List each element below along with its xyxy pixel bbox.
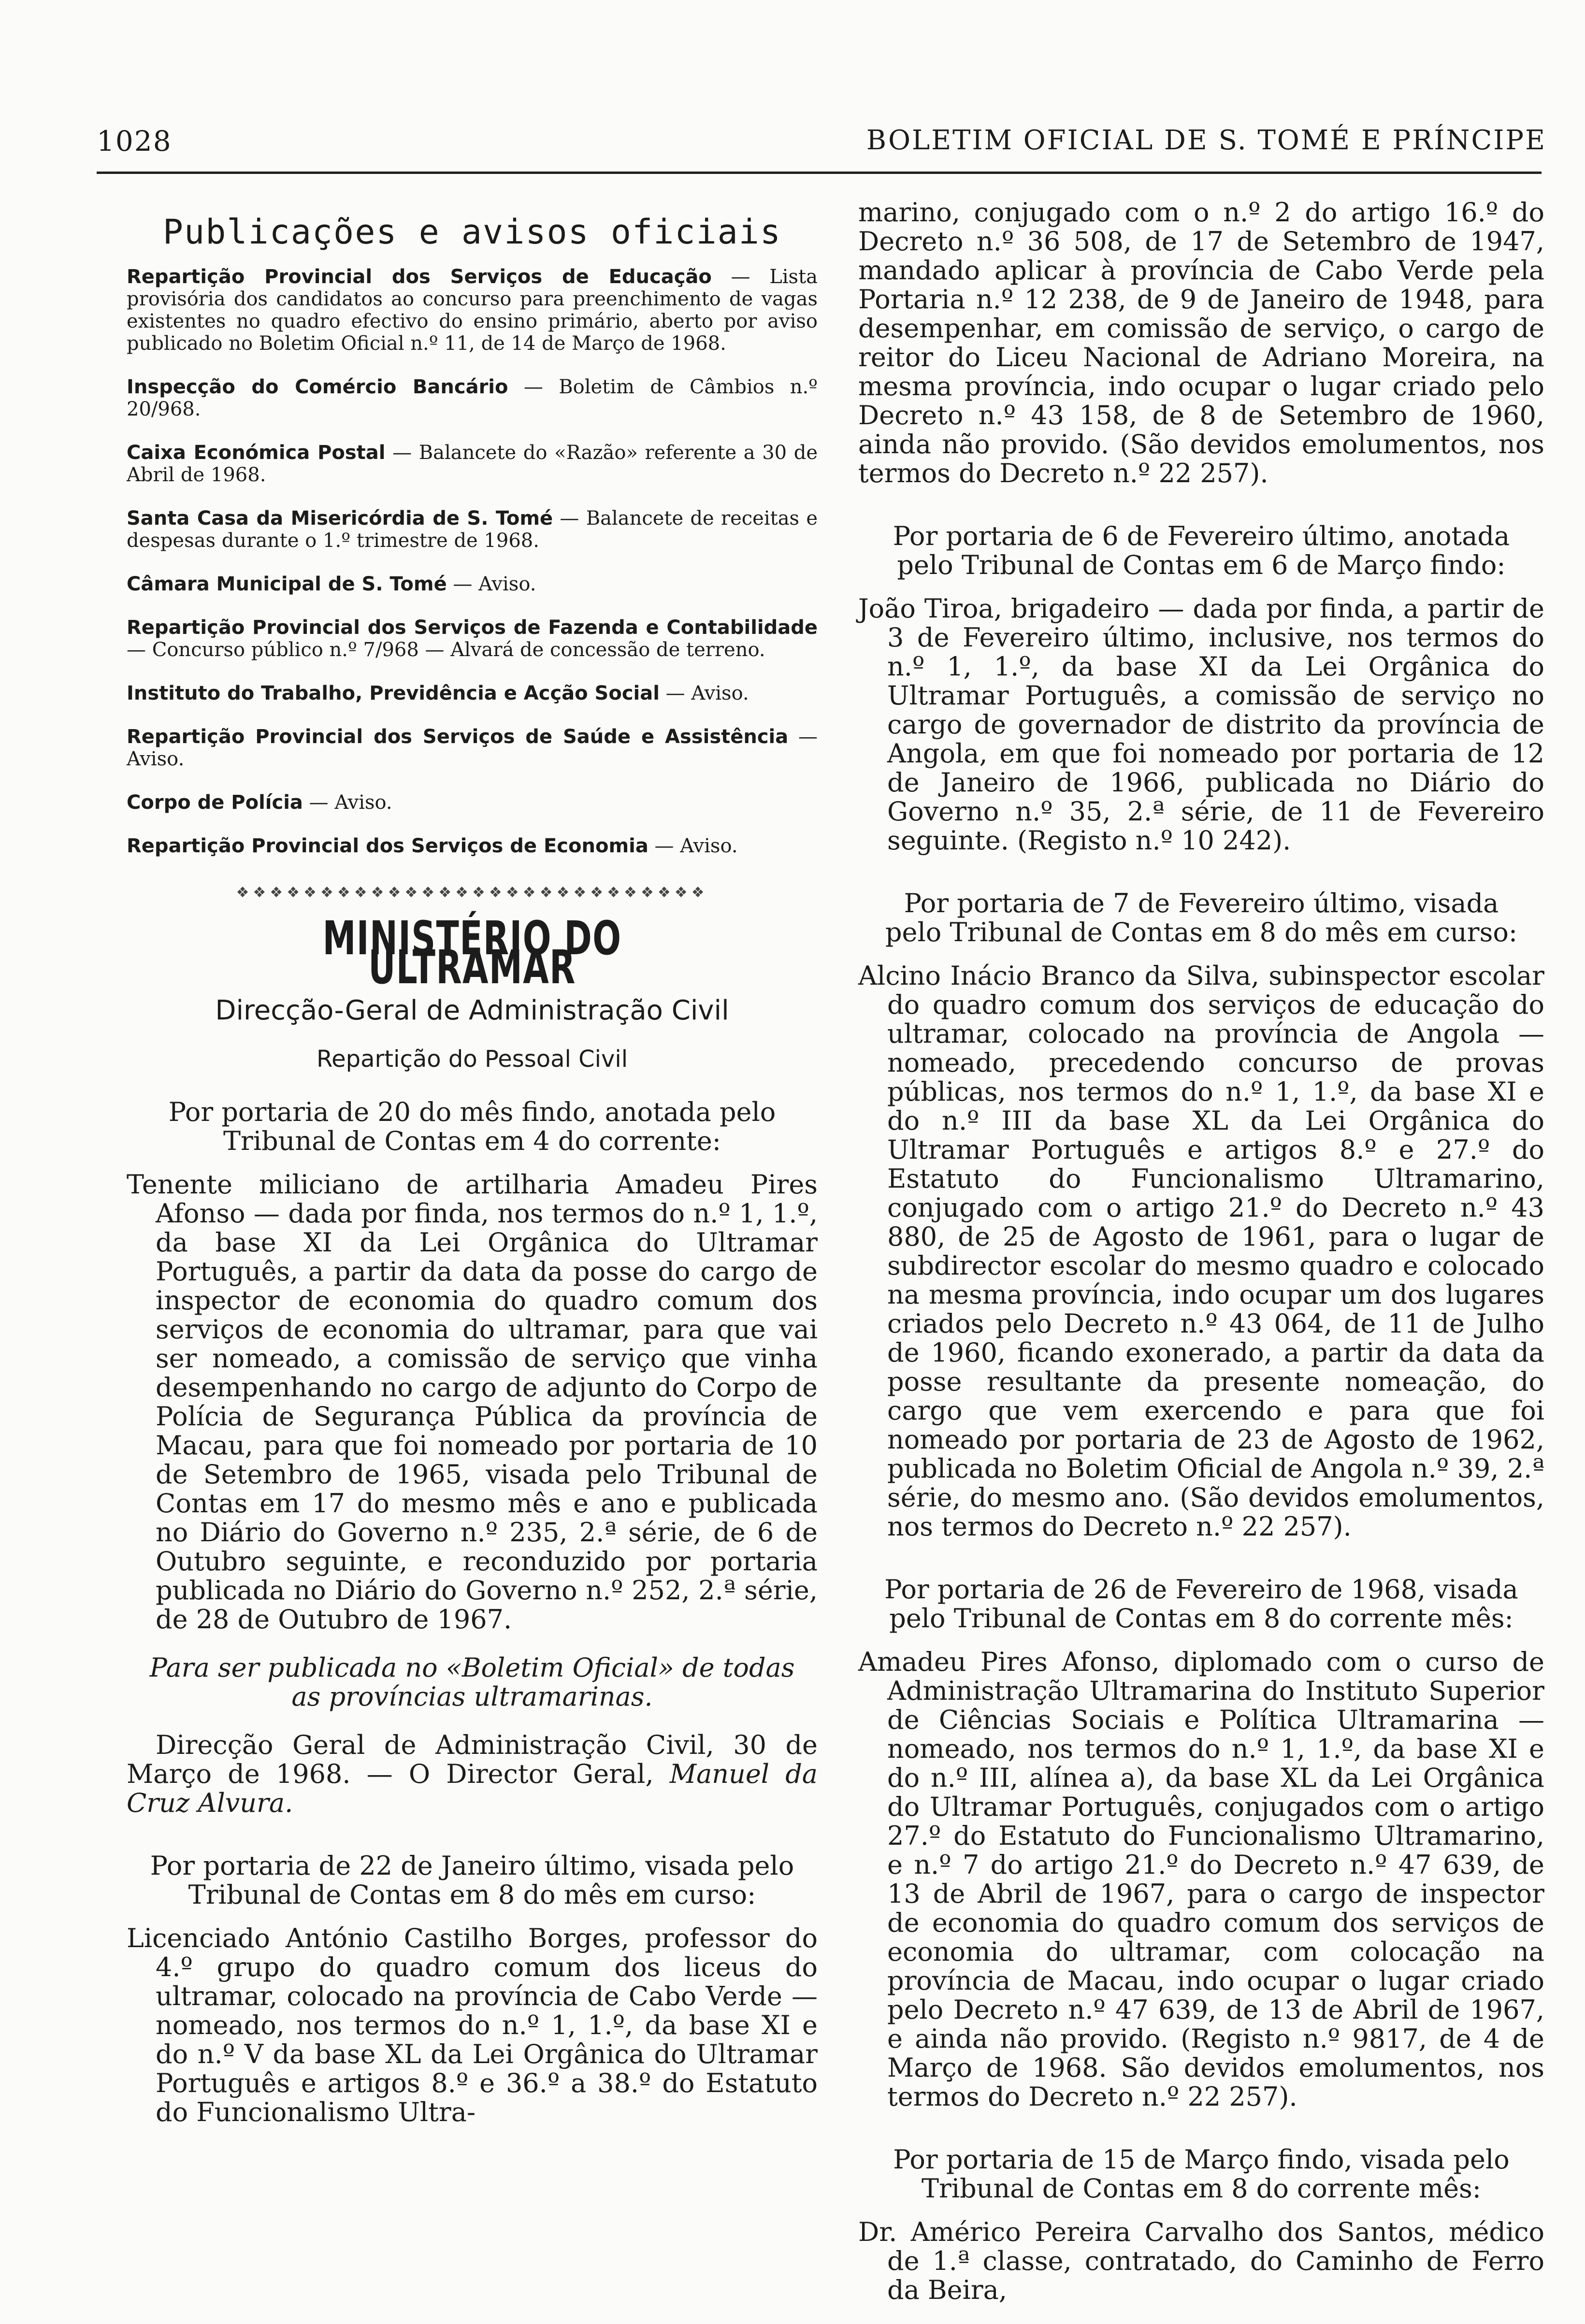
appointment-entry: João Tiroa, brigadeiro — dada por finda, a partir de 3 de Fevereiro último, inclusive, nos termos do n.º 1, 1.º, da base XI da Lei Orgânica do Ultramar Português, a comissão de serviço no cargo de governador de distrito da província de Angola, em que foi nomeado por portaria de 12 de Janeiro de 1966, publicada no Diário do Governo n.º 35, 2.ª série, de 11 de Fevereiro seguinte. (Registo n.º 10 242).: [858, 593, 1544, 856]
notice-item: [127, 266, 818, 355]
notice-heading: Repartição Provincial dos Serviços de Economia: [127, 835, 648, 857]
notice-item: [127, 835, 818, 857]
page-header: [97, 125, 1546, 163]
notice-body: — Aviso.: [303, 791, 392, 814]
notice-body: — Aviso.: [447, 573, 536, 595]
notice-body: — Lista provisória dos candidatos ao concurso para preenchimento de vagas existentes no quadro efectivo do ensino primário, aberto por aviso publicado no Boletim Oficial n.º 11, de 14 de Março de 1968.: [127, 266, 818, 355]
notice-heading: Corpo de Polícia: [127, 791, 303, 814]
appointment-entry: Amadeu Pires Afonso, diplomado com o curso de Administração Ultramarina do Instituto Superior de Ciências Sociais e Política Ultramarina — nomeado, nos termos do n.º 1, 1.º, da base XI e do n.º III, alínea a), da base XL da Lei Orgânica do Ultramar Português, conjugados com o artigo 27.º do Estatuto do Funcionalismo Ultramarino, e n.º 7 do artigo 21.º do Decreto n.º 47 639, de 13 de Abril de 1967, para o cargo de inspector de economia do quadro comum dos serviços de economia do ultramar, com colocação na província de Macau, indo ocupar o lugar criado pelo Decreto n.º 47 639, de 13 de Abril de 1967, e ainda não provido. (Registo n.º 9817, de 4 de Março de 1968. São devidos emolumentos, nos termos do Decreto n.º 22 257).: [858, 1647, 1544, 2112]
portaria-intro: Por portaria de 26 de Fevereiro de 1968, visada pelo Tribunal de Contas em 8 do corrente mês:: [884, 1574, 1518, 1634]
notice-heading: Câmara Municipal de S. Tomé: [127, 573, 447, 595]
left-column: [127, 198, 818, 2146]
publish-note: Para ser publicada no «Boletim Oficial» de todas as províncias ultramarinas.: [149, 1652, 795, 1712]
notice-item: [127, 791, 818, 814]
page-number: 1028: [97, 125, 172, 158]
appointment-entry: Alcino Inácio Branco da Silva, subinspector escolar do quadro comum dos serviços de educação do ultramar, colocado na província de Angola — nomeado, precedendo concurso de provas públicas, nos termos do n.º 1, 1.º, da base XI e do n.º III da base XL da Lei Orgânica do Ultramar Português e artigos 8.º e 27.º do Estatuto do Funcionalismo Ultramarino, conjugado com o artigo 21.º do Decreto n.º 43 880, de 25 de Agosto de 1961, para o lugar de subdirector escolar do mesmo quadro e colocado na mesma província, indo ocupar um dos lugares criados pelo Decreto n.º 43 064, de 11 de Julho de 1960, ficando exonerado, a partir da data da posse resultante da presente nomeação, do cargo que vem exercendo e para que foi nomeado por portaria de 23 de Agosto de 1962, publicada no Boletim Oficial de Angola n.º 39, 2.ª série, do mesmo ano. (São devidos emolumentos, nos termos do Decreto n.º 22 257).: [858, 961, 1544, 1542]
appointment-entry: Tenente miliciano de artilharia Amadeu Pires Afonso — dada por finda, nos termos do n.º 1, 1.º, da base XI da Lei Orgânica do Ultramar Português, a partir da data da posse do cargo de inspector de economia do quadro comum dos serviços de economia do ultramar, para que vai ser nomeado, a comissão de serviço que vinha desempenhando no cargo de adjunto do Corpo de Polícia de Segurança Pública da província de Macau, para que foi nomeado por portaria de 10 de Setembro de 1965, visada pelo Tribunal de Contas em 17 do mesmo mês e ano e publicada no Diário do Governo n.º 235, 2.ª série, de 6 de Outubro seguinte, e reconduzido por portaria publicada no Diário do Governo n.º 252, 2.ª série, de 28 de Outubro de 1967.: [127, 1169, 818, 1635]
notice-item: [127, 442, 818, 486]
signature-name: Manuel da Cruz Alvura.: [127, 1759, 818, 1818]
portaria-intro: Por portaria de 20 do mês findo, anotada pelo Tribunal de Contas em 4 do corrente:: [168, 1097, 776, 1156]
notice-body: — Aviso.: [648, 835, 738, 857]
ministry-heading: MINISTÉRIO DO ULTRAMAR: [322, 911, 622, 994]
portaria-intro: Por portaria de 15 de Março findo, visada pelo Tribunal de Contas em 8 do corrente mês:: [893, 2144, 1510, 2204]
notice-body: — Balancete do «Razão» referente a 30 de Abril de 1968.: [127, 442, 818, 486]
section-title: Publicações e avisos oficiais: [162, 212, 782, 252]
department-heading: Repartição do Pessoal Civil: [316, 1046, 628, 1073]
signature-line: [127, 1731, 818, 1818]
notice-heading: Repartição Provincial dos Serviços de Fazenda e Contabilidade: [127, 617, 818, 639]
notice-heading: Repartição Provincial dos Serviços de Saúde e Assistência: [127, 726, 789, 748]
portaria-intro: Por portaria de 6 de Fevereiro último, anotada pelo Tribunal de Contas em 6 de Março findo:: [893, 521, 1510, 580]
notice-heading: Repartição Provincial dos Serviços de Educação: [127, 266, 712, 288]
direction-heading: Direcção-Geral de Administração Civil: [215, 995, 729, 1026]
notice-body: — Aviso.: [659, 682, 749, 704]
portaria-intro: Por portaria de 7 de Fevereiro último, visada pelo Tribunal de Contas em 8 do mês em curso:: [885, 888, 1518, 947]
notice-item: [127, 682, 818, 704]
notices-list: [127, 266, 818, 857]
ornament-divider: ❖❖❖❖❖❖❖❖❖❖❖❖❖❖❖❖❖❖❖❖❖❖❖❖❖❖❖❖: [236, 884, 708, 901]
notice-item: [127, 507, 818, 552]
notice-body: — Concurso público n.º 7/968 — Alvará de concessão de terreno.: [127, 639, 765, 661]
notice-heading: Instituto do Trabalho, Previdência e Acção Social: [127, 682, 660, 704]
notice-body: — Boletim de Câmbios n.º 20/968.: [127, 376, 818, 420]
notice-body: — Aviso.: [127, 726, 818, 770]
notice-body: — Balancete de receitas e despesas durante o 1.º trimestre de 1968.: [127, 507, 818, 552]
appointment-entry: Licenciado António Castilho Borges, professor do 4.º grupo do quadro comum dos liceus do ultramar, colocado na província de Cabo Verde — nomeado, nos termos do n.º 1, 1.º, da base XI e do n.º V da base XL da Lei Orgânica do Ultramar Português e artigos 8.º e 36.º a 38.º do Estatuto do Funcionalismo Ultra-: [127, 1923, 818, 2127]
notice-item: [127, 573, 818, 595]
continued-entry: marino, conjugado com o n.º 2 do artigo 16.º do Decreto n.º 36 508, de 17 de Setembro de 1947, mandado aplicar à província de Cabo Verde pela Portaria n.º 12 238, de 9 de Janeiro de 1948, para desempenhar, em comissão de serviço, o cargo de reitor do Liceu Nacional de Adriano Moreira, na mesma província, indo ocupar o lugar criado pelo Decreto n.º 43 158, de 8 de Setembro de 1960, ainda não provido. (São devidos emolumentos, nos termos do Decreto n.º 22 257).: [858, 197, 1544, 488]
notice-heading: Inspecção do Comércio Bancário: [127, 376, 508, 398]
notice-heading: Caixa Económica Postal: [127, 442, 386, 464]
appointment-entry: Dr. Américo Pereira Carvalho dos Santos, médico de 1.ª classe, contratado, do Caminho de Ferro da Beira,: [858, 2217, 1544, 2305]
signature-text: Direcção Geral de Administração Civil, 30 de Março de 1968. — O Director Geral,: [127, 1730, 818, 1789]
notice-heading: Santa Casa da Misericórdia de S. Tomé: [127, 507, 553, 530]
notice-item: [127, 726, 818, 770]
journal-title: BOLETIM OFICIAL DE S. TOMÉ E PRÍNCIPE: [866, 125, 1546, 156]
right-column: [858, 198, 1544, 2324]
portaria-intro: Por portaria de 22 de Janeiro último, visada pelo Tribunal de Contas em 8 do mês em curso:: [150, 1851, 794, 1910]
notice-item: [127, 617, 818, 661]
notice-item: [127, 376, 818, 420]
header-rule: [97, 172, 1542, 174]
